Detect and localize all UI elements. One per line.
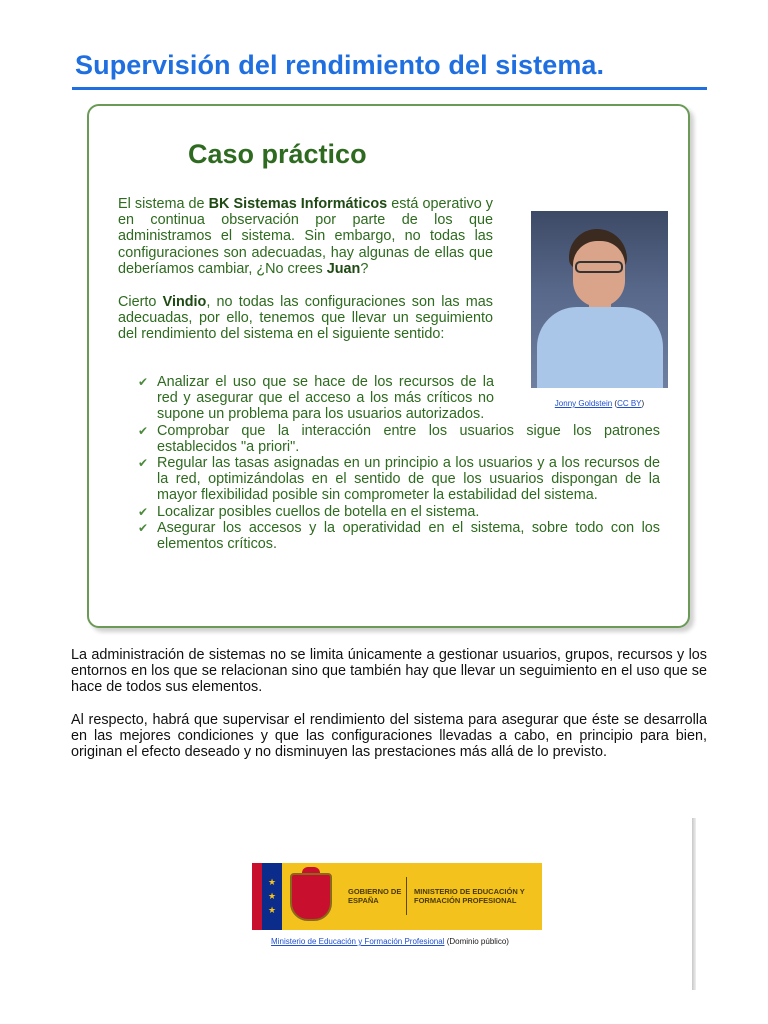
list-item: ✔ Asegurar los accesos y la operatividad en el sistema, sobre todo con los elementos críticos. (138, 519, 660, 553)
person-name-juan: Juan (326, 260, 361, 277)
body-paragraph-2: Al respecto, habrá que supervisar el rendimiento del sistema para asegurar que éste se desarrolla en las mejores condiciones y que las configuraciones llevadas a cabo, en principio para bien, originan el efecto deseado y no disminuyen las prestaciones más allá de lo previsto. (71, 712, 707, 761)
body-paragraph-1: La administración de sistemas no se limita únicamente a gestionar usuarios, grupos, recursos y los entornos en los que se relacionan sino que también hay que llevar un seguimiento en el uso que se hace de todos sus elementos. (71, 647, 707, 696)
list-item: ✔ Regular las tasas asignadas en un principio a los usuarios y a los recursos de la red, optimizándolas en el sentido de que los usuarios dispongan de la mayor flexibilidad posible sin comprometer la estabilidad del sistema. (138, 455, 660, 504)
photo-license-link[interactable]: CC BY (617, 399, 642, 408)
coat-of-arms-icon (290, 873, 332, 921)
case-title: Caso práctico (188, 139, 367, 169)
photo-author-link[interactable]: Jonny Goldstein (554, 399, 613, 408)
logo-credit: Ministerio de Educación y Formación Profesional (Dominio público) (271, 937, 509, 946)
case-paragraph-2: Cierto Vindio, no todas las configuraciones son las mas adecuadas, por ello, tenemos que llevar un seguimiento del rendimiento del sistema en el siguiente sentido: (118, 294, 493, 343)
page-edge-shadow (692, 818, 696, 990)
logo-text-ministry: MINISTERIO DE EDUCACIÓN Y FORMACIÓN PROFESIONAL (414, 887, 525, 905)
check-icon: ✔ (138, 423, 149, 438)
person-name-vindio: Vindio (162, 294, 207, 310)
list-item: ✔ Analizar el uso que se hace de los recursos de la red y asegurar que el acceso a los más críticos no supone un problema para los usuarios autorizados. (138, 374, 494, 423)
case-paragraph-1: El sistema de BK Sistemas Informáticos está operativo y en continua observación por parte de los que administramos el sistema. Sin embargo, no todas las configuraciones son adecuadas, hay algunas de ellas que deberíamos cambiar, ¿No crees Juan? (118, 196, 493, 277)
task-list (138, 374, 660, 552)
list-item: ✔ Comprobar que la interacción entre los usuarios sigue los patrones establecidos "a priori". (138, 422, 660, 455)
star-icon: ★ (268, 891, 277, 901)
check-icon: ✔ (138, 456, 149, 471)
check-icon: ✔ (138, 504, 149, 519)
list-item: ✔ Localizar posibles cuellos de botella en el sistema. (138, 503, 480, 520)
logo-credit-link[interactable]: Ministerio de Educación y Formación Profesional (271, 937, 445, 946)
star-icon: ★ (268, 905, 277, 915)
page-title: Supervisión del rendimiento del sistema. (75, 50, 605, 80)
photo-credit: Jonny Goldstein (CC BY) (554, 399, 645, 408)
star-icon: ★ (268, 877, 277, 887)
ministry-logo (252, 863, 542, 930)
check-icon: ✔ (138, 520, 149, 535)
logo-text-government: GOBIERNO DE ESPAÑA (348, 887, 402, 905)
company-name: BK Sistemas Informáticos (208, 196, 388, 212)
person-photo (531, 211, 668, 388)
title-rule (72, 87, 707, 90)
check-icon: ✔ (138, 375, 149, 389)
